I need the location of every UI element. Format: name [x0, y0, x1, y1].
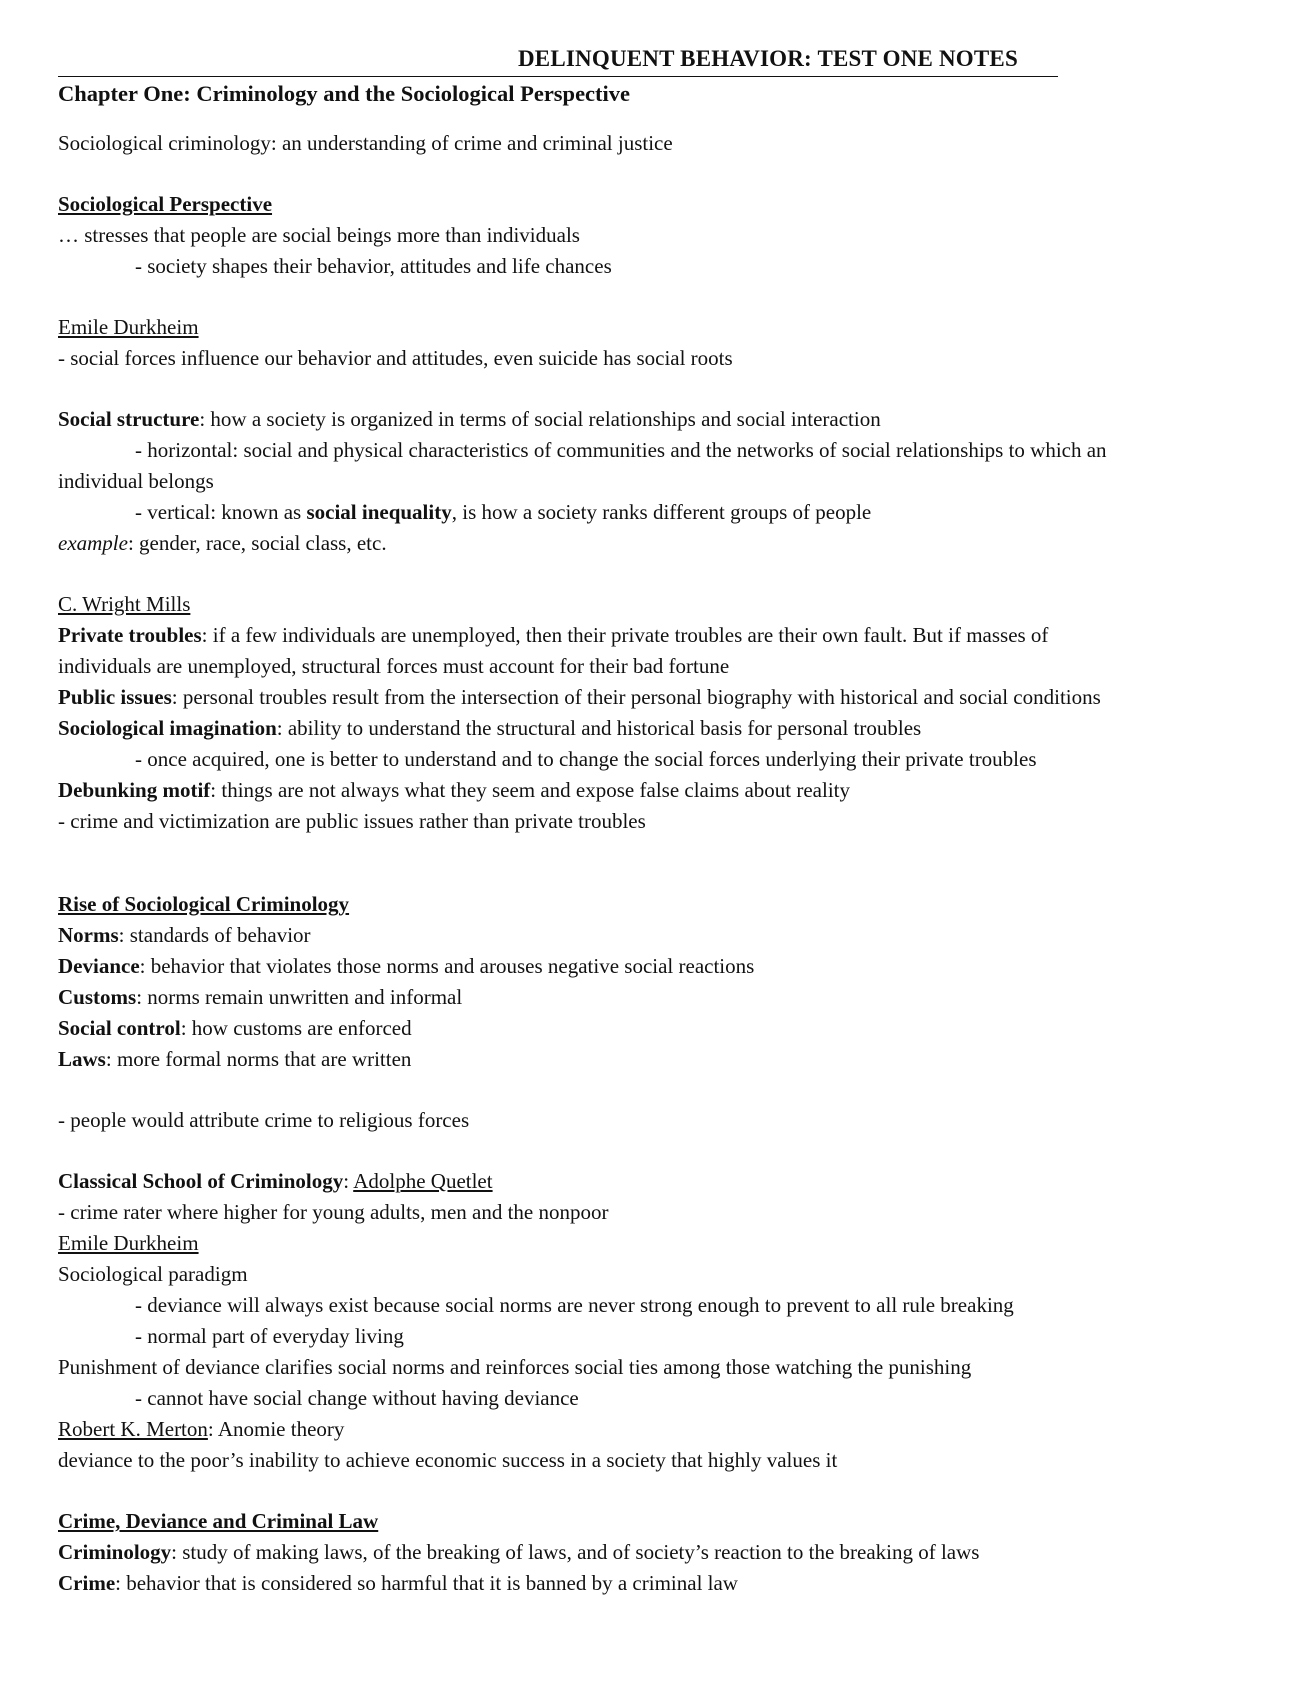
social-structure-line: Social structure: how a society is organized in terms of social relationships and social interaction	[58, 407, 881, 431]
deviance-line: Deviance: behavior that violates those norms and arouses negative social reactions	[58, 954, 755, 978]
term-sociological-imagination: Sociological imagination	[58, 716, 277, 740]
term-social-control: Social control	[58, 1016, 181, 1040]
term-criminology: Criminology	[58, 1540, 172, 1564]
text-line-indented: - normal part of everyday living	[135, 1324, 404, 1348]
chapter-heading: Chapter One: Criminology and the Sociological Perspective	[58, 81, 631, 106]
norms-line: Norms: standards of behavior	[58, 923, 311, 947]
term-norms: Norms	[58, 923, 119, 947]
durkheim-block	[58, 312, 1248, 343]
private-troubles-line: Private troubles: if a few individuals are unemployed, then their private troubles are their own fault. But if masses of	[58, 623, 1049, 647]
public-issues-line: Public issues: personal troubles result from the intersection of their personal biography with historical and social conditions	[58, 685, 1101, 709]
crime-line: Crime: behavior that is considered so harmful that it is banned by a criminal law	[58, 1571, 738, 1595]
laws-line: Laws: more formal norms that are written	[58, 1047, 412, 1071]
text-line-indented: - cannot have social change without having deviance	[135, 1386, 579, 1410]
text-line-indented: - society shapes their behavior, attitudes and life chances	[135, 254, 612, 278]
merton-line: Robert K. Merton: Anomie theory	[58, 1417, 345, 1441]
name-robert-k-merton: Robert K. Merton	[58, 1417, 208, 1441]
section-heading-sociological-perspective: Sociological Perspective	[58, 192, 273, 216]
criminology-line: Criminology: study of making laws, of the breaking of laws, and of society’s reaction to the breaking of laws	[58, 1540, 980, 1564]
social-control-line: Social control: how customs are enforced	[58, 1016, 412, 1040]
text-line: - people would attribute crime to religious forces	[58, 1108, 470, 1132]
text-line: individual belongs	[58, 469, 214, 493]
mills-block	[58, 589, 1248, 620]
intro-line: Sociological criminology: an understanding of crime and criminal justice	[58, 131, 673, 155]
example-line: example: gender, race, social class, etc.	[58, 531, 387, 555]
term-customs: Customs	[58, 985, 137, 1009]
text-line: deviance to the poor’s inability to achieve economic success in a society that highly values it	[58, 1448, 838, 1472]
text-line: … stresses that people are social beings more than individuals	[58, 223, 580, 247]
document-page	[58, 44, 1248, 1599]
customs-line: Customs: norms remain unwritten and informal	[58, 985, 463, 1009]
document-title: DELINQUENT BEHAVIOR: TEST ONE NOTES	[518, 46, 1018, 71]
text-line: - crime rater where higher for young adults, men and the nonpoor	[58, 1200, 609, 1224]
text-line: - social forces influence our behavior and attitudes, even suicide has social roots	[58, 346, 733, 370]
term-debunking-motif: Debunking motif	[58, 778, 211, 802]
text-line-indented: - once acquired, one is better to understand and to change the social forces underlying their private troubles	[135, 747, 1037, 771]
term-crime: Crime	[58, 1571, 116, 1595]
text-line: Punishment of deviance clarifies social norms and reinforces social ties among those watching the punishing	[58, 1355, 972, 1379]
term-classical-school: Classical School of Criminology	[58, 1169, 344, 1193]
term-public-issues: Public issues	[58, 685, 172, 709]
text-line: individuals are unemployed, structural forces must account for their bad fortune	[58, 654, 730, 678]
name-adolphe-quetlet: Adolphe Quetlet	[353, 1169, 493, 1193]
debunking-line: Debunking motif: things are not always what they seem and expose false claims about reality	[58, 778, 851, 802]
term-deviance: Deviance	[58, 954, 140, 978]
term-private-troubles: Private troubles	[58, 623, 202, 647]
name-emile-durkheim: Emile Durkheim	[58, 315, 199, 339]
text-line: - crime and victimization are public issues rather than private troubles	[58, 809, 646, 833]
term-social-structure: Social structure	[58, 407, 200, 431]
classical-school-line: Classical School of Criminology: Adolphe Quetlet	[58, 1169, 493, 1193]
term-laws: Laws	[58, 1047, 106, 1071]
text-line-indented: - deviance will always exist because social norms are never strong enough to prevent to all rule breaking	[135, 1293, 1014, 1317]
text-line-indented: - horizontal: social and physical characteristics of communities and the networks of social relationships to which an	[135, 438, 1107, 462]
name-emile-durkheim-2: Emile Durkheim	[58, 1231, 199, 1255]
title-rule	[58, 44, 1058, 77]
text-line: Sociological paradigm	[58, 1262, 248, 1286]
imagination-line: Sociological imagination: ability to understand the structural and historical basis for personal troubles	[58, 716, 922, 740]
name-c-wright-mills: C. Wright Mills	[58, 592, 191, 616]
term-social-inequality: social inequality	[306, 500, 452, 524]
term-example: example	[58, 531, 128, 555]
durkheim-block-2	[58, 1228, 1248, 1259]
vertical-line: - vertical: known as social inequality, is how a society ranks different groups of people	[135, 500, 872, 524]
section-heading-rise: Rise of Sociological Criminology	[58, 892, 350, 916]
section-heading-crime-law: Crime, Deviance and Criminal Law	[58, 1509, 379, 1533]
